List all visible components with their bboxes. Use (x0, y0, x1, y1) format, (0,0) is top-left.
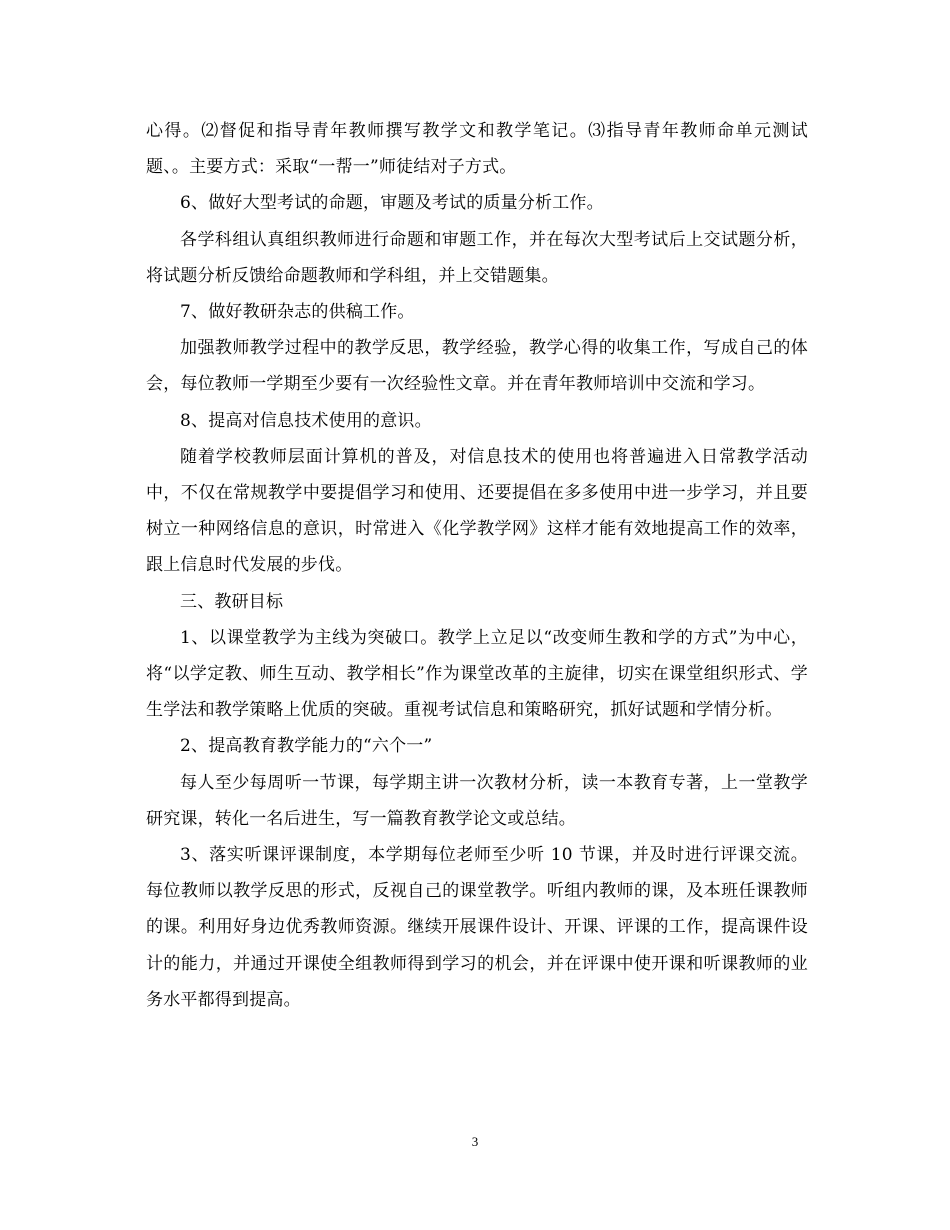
section-heading: 三、教研目标 (180, 591, 284, 612)
paragraph-3: 各学科组认真组织教师进行命题和审题工作，并在每次大型考试后上交试题分析，将试题分析反馈给命题教师和学科组，并上交错题集。 (146, 229, 808, 286)
paragraph-7: 随着学校教师层面计算机的普及，对信息技术的使用也将普遍进入日常教学活动中，不仅在常规教学中要提倡学习和使用、还要提倡在多多使用中进一步学习，并且要树立一种网络信息的意识，时常进入《化学教学网》这样才能有效地提高工作的效率，跟上信息时代发展的步伐。 (146, 446, 808, 576)
paragraph-1: 心得。⑵督促和指导青年教师撰写教学文和教学笔记。⑶指导青年教师命单元测试题、。主要方式：采取“一帮一”师徒结对子方式。 (146, 121, 808, 178)
paragraph-11: 每人至少每周听一节课，每学期主讲一次教材分析，读一本教育专著，上一堂教学研究课，转化一名后进生，写一篇教育教学论文或总结。 (146, 772, 808, 829)
paragraph-4: 7、做好教研杂志的供稿工作。 (180, 302, 415, 323)
paragraph-6: 8、提高对信息技术使用的意识。 (180, 410, 432, 431)
paragraph-10: 2、提高教育教学能力的“六个一” (180, 736, 433, 757)
paragraph-2: 6、做好大型考试的命题，审题及考试的质量分析工作。 (180, 193, 604, 214)
page-number: 3 (471, 1134, 479, 1149)
paragraph-5: 加强教师教学过程中的教学反思，教学经验，教学心得的收集工作，写成自己的体会，每位教师一学期至少要有一次经验性文章。并在青年教师培训中交流和学习。 (146, 338, 808, 395)
document-body (146, 113, 808, 1018)
paragraph-9: 1、以课堂教学为主线为突破口。教学上立足以“改变师生教和学的方式”为中心，将“以学定教、师生互动、教学相长”作为课堂改革的主旋律，切实在课堂组织形式、学生学法和教学策略上优质的突破。重视考试信息和策略研究，抓好试题和学情分析。 (146, 627, 808, 721)
paragraph-12: 3、落实听课评课制度，本学期每位老师至少听 10 节课，并及时进行评课交流。每位教师以教学反思的形式，反视自己的课堂教学。听组内教师的课，及本班任课教师的课。利用好身边优秀教师资源。继续开展课件设计、开课、评课的工作，提高课件设计的能力，并通过开课使全组教师得到学习的机会，并在评课中使开课和听课教师的业务水平都得到提高。 (146, 845, 808, 1010)
